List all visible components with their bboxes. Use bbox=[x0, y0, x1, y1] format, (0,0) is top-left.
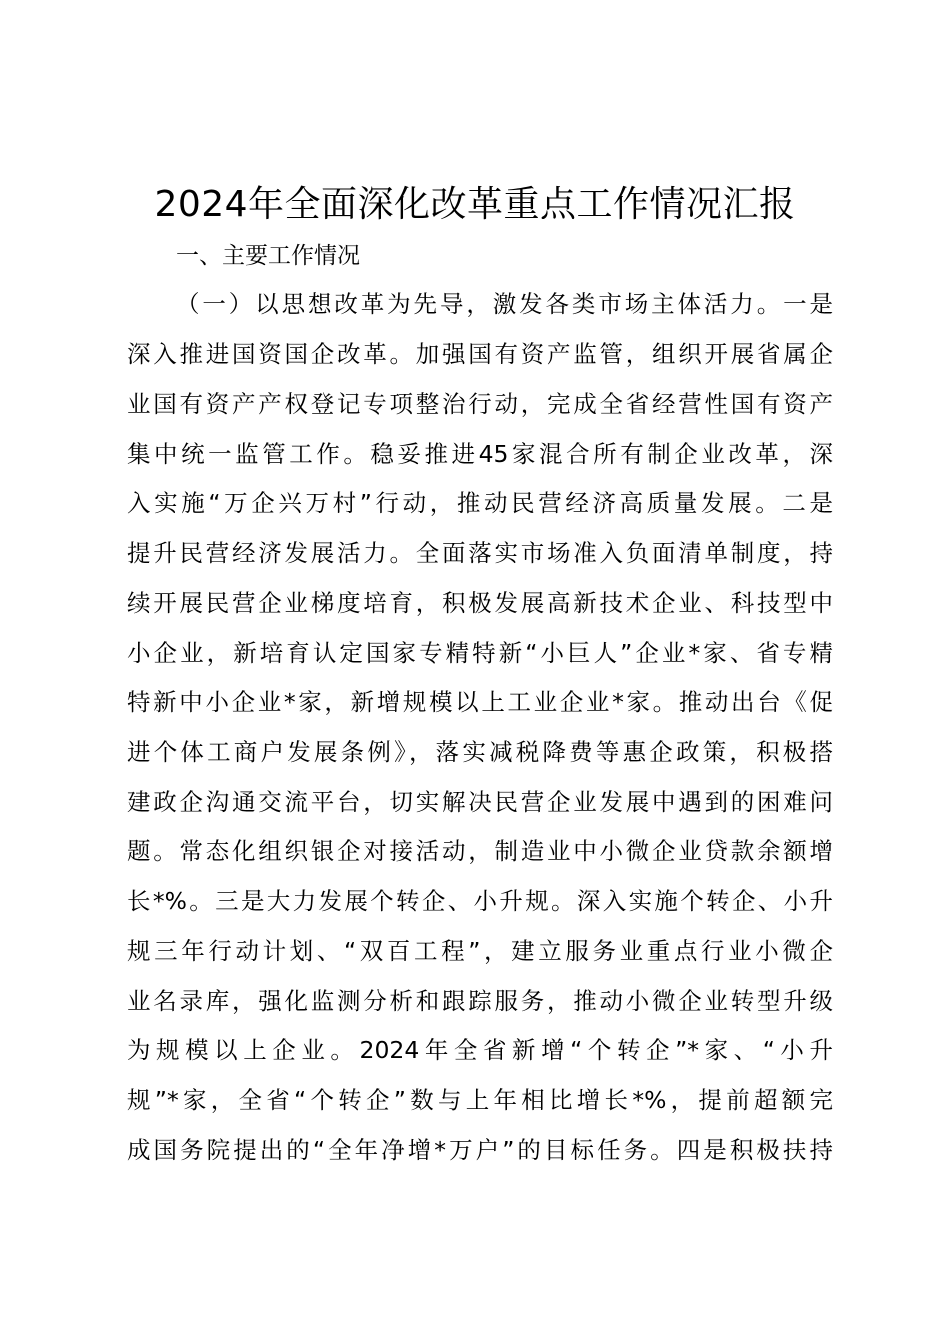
paragraph-line: 集中统一监管工作。稳妥推进45家混合所有制企业改革，深 bbox=[127, 440, 833, 468]
paragraph-line: 特新中小企业*家，新增规模以上工业企业*家。推动出台《促 bbox=[127, 688, 833, 716]
paragraph-line: 小企业，新培育认定国家专精特新“小巨人”企业*家、省专精 bbox=[127, 639, 833, 667]
paragraph-line: 为规模以上企业。2024年全省新增“个转企”*家、“小升 bbox=[127, 1036, 833, 1064]
paragraph-line: 业名录库，强化监测分析和跟踪服务，推动小微企业转型升级 bbox=[127, 987, 833, 1015]
paragraph-line: 续开展民营企业梯度培育，积极发展高新技术企业、科技型中 bbox=[127, 589, 833, 617]
paragraph-line: 业国有资产产权登记专项整治行动，完成全省经营性国有资产 bbox=[127, 390, 833, 418]
paragraph-line: 长*%。三是大力发展个转企、小升规。深入实施个转企、小升 bbox=[127, 887, 833, 915]
paragraph-line: 规三年行动计划、“双百工程”，建立服务业重点行业小微企 bbox=[127, 937, 833, 965]
document-title: 2024年全面深化改革重点工作情况汇报 bbox=[154, 184, 796, 225]
paragraph-line: 建政企沟通交流平台，切实解决民营企业发展中遇到的困难问 bbox=[127, 788, 833, 816]
paragraph-line: 成国务院提出的“全年净增*万户”的目标任务。四是积极扶持 bbox=[127, 1136, 833, 1164]
section-heading: 一、主要工作情况 bbox=[176, 243, 360, 269]
paragraph-line: （一）以思想改革为先导，激发各类市场主体活力。一是 bbox=[176, 290, 833, 318]
paragraph-line: 提升民营经济发展活力。全面落实市场准入负面清单制度，持 bbox=[127, 539, 833, 567]
paragraph-line: 进个体工商户发展条例》，落实减税降费等惠企政策，积极搭 bbox=[127, 738, 833, 766]
paragraph-line: 深入推进国资国企改革。加强国有资产监管，组织开展省属企 bbox=[127, 340, 833, 368]
paragraph-line: 入实施“万企兴万村”行动，推动民营经济高质量发展。二是 bbox=[127, 489, 833, 517]
paragraph-line: 规”*家，全省“个转企”数与上年相比增长*%，提前超额完 bbox=[127, 1086, 833, 1114]
paragraph-line: 题。常态化组织银企对接活动，制造业中小微企业贷款余额增 bbox=[127, 837, 833, 865]
